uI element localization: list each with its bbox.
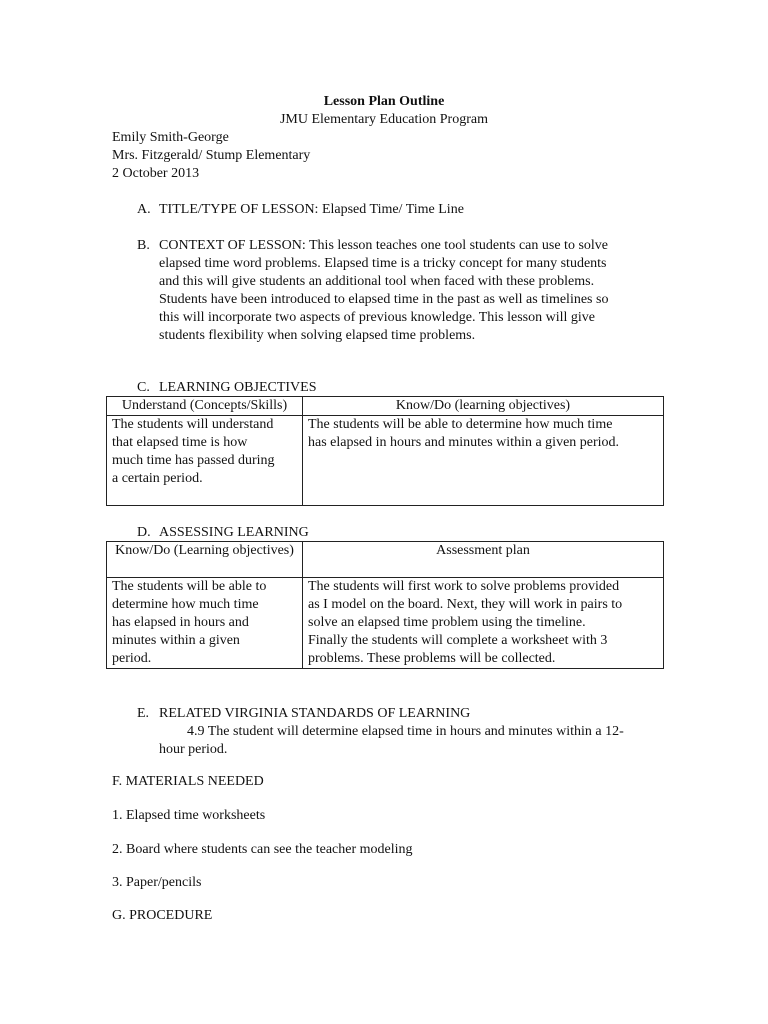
section-b-letter: B. [137,238,150,253]
section-b-line: students flexibility when solving elapsed time problems. [159,328,476,343]
section-a-letter: A. [137,202,151,217]
section-b-line: and this will give students an additional tool when faced with these problems. [159,274,595,289]
section-c-heading: LEARNING OBJECTIVES [159,380,317,395]
table-cell-assessment-plan: The students will first work to solve problems provided as I model on the board. Next, they will work in pairs to solve an elapsed time problem using the timeline. Finally the students will complete a worksheet with 3 problems. These problems will be collected. [303,578,664,669]
placement-school: Mrs. Fitzgerald/ Stump Elementary [112,148,311,163]
section-d-letter: D. [137,525,151,540]
section-a-text: TITLE/TYPE OF LESSON: Elapsed Time/ Time Line [159,202,464,217]
table-header-know-do: Know/Do (Learning objectives) [107,542,303,578]
section-g-heading: G. PROCEDURE [112,908,213,923]
table-header-understand: Understand (Concepts/Skills) [107,397,303,416]
standard-line: hour period. [159,742,228,757]
lesson-date: 2 October 2013 [112,166,200,181]
table-cell-know-do: The students will be able to determine how much time has elapsed in hours and minutes within a given period. [107,578,303,669]
program-name: JMU Elementary Education Program [279,112,488,127]
section-b-line: this will incorporate two aspects of previous knowledge. This lesson will give [159,310,596,325]
author-name: Emily Smith-George [112,130,229,145]
section-b-line: elapsed time word problems. Elapsed time is a tricky concept for many students [159,256,607,271]
section-c-letter: C. [137,380,150,395]
section-e-heading: RELATED VIRGINIA STANDARDS OF LEARNING [159,706,471,721]
standard-line: 4.9 The student will determine elapsed time in hours and minutes within a 12- [187,724,624,739]
section-b-line: CONTEXT OF LESSON: This lesson teaches one tool students can use to solve [159,238,608,253]
section-b-paragraph [159,237,659,345]
section-d-heading: ASSESSING LEARNING [159,525,309,540]
table-header-assessment-plan: Assessment plan [303,542,664,578]
material-item: 2. Board where students can see the teacher modeling [112,842,413,857]
material-item: 1. Elapsed time worksheets [112,808,266,823]
section-e-letter: E. [137,706,150,721]
standard-text [159,723,659,759]
table-cell-understand: The students will understand that elapsed time is how much time has passed during a certain period. [107,416,303,506]
section-f-heading: F. MATERIALS NEEDED [112,774,264,789]
table-header-know-do: Know/Do (learning objectives) [303,397,664,416]
learning-objectives-table [106,396,664,506]
section-b-line: Students have been introduced to elapsed time in the past as well as timelines so [159,292,609,307]
material-item: 3. Paper/pencils [112,875,202,890]
assessing-learning-table [106,541,664,669]
table-cell-know-do: The students will be able to determine how much time has elapsed in hours and minutes within a given period. [303,416,664,506]
document-title: Lesson Plan Outline [323,94,445,109]
